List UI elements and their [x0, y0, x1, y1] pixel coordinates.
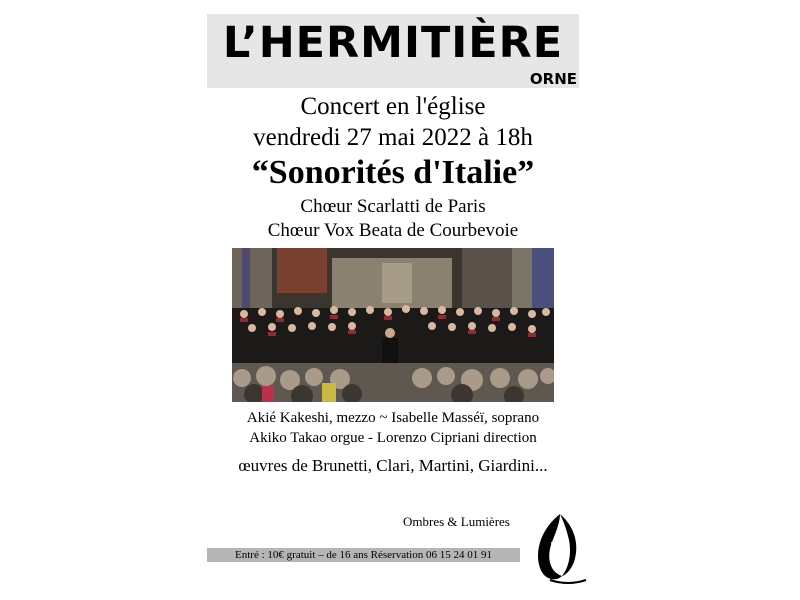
- performers-line-1: Akié Kakeshi, mezzo ~ Isabelle Masséï, soprano: [246, 410, 540, 426]
- concert-title: “Sonorités d'Italie”: [251, 154, 535, 191]
- title-banner: [207, 14, 579, 88]
- choir-1: Chœur Scarlatti de Paris: [300, 196, 486, 217]
- concert-label: Concert en l'église: [300, 93, 486, 120]
- village-title: L’HERMITIÈRE: [222, 18, 564, 68]
- works-line: œuvres de Brunetti, Clari, Martini, Giardini...: [238, 456, 548, 475]
- organizer-logo: [530, 510, 590, 590]
- region-label: ORNE: [529, 70, 577, 88]
- choir-2: Chœur Vox Beata de Courbevoie: [267, 220, 519, 241]
- organizer-name: Ombres & Lumières: [403, 514, 510, 529]
- concert-date: vendredi 27 mai 2022 à 18h: [253, 124, 533, 151]
- performers-line-2: Akiko Takao orgue - Lorenzo Cipriani direction: [249, 430, 537, 446]
- footer-bar: Entré : 10€ gratuit – de 16 ans Réservation 06 15 24 01 91: [207, 548, 520, 562]
- choir-photo: [232, 248, 554, 402]
